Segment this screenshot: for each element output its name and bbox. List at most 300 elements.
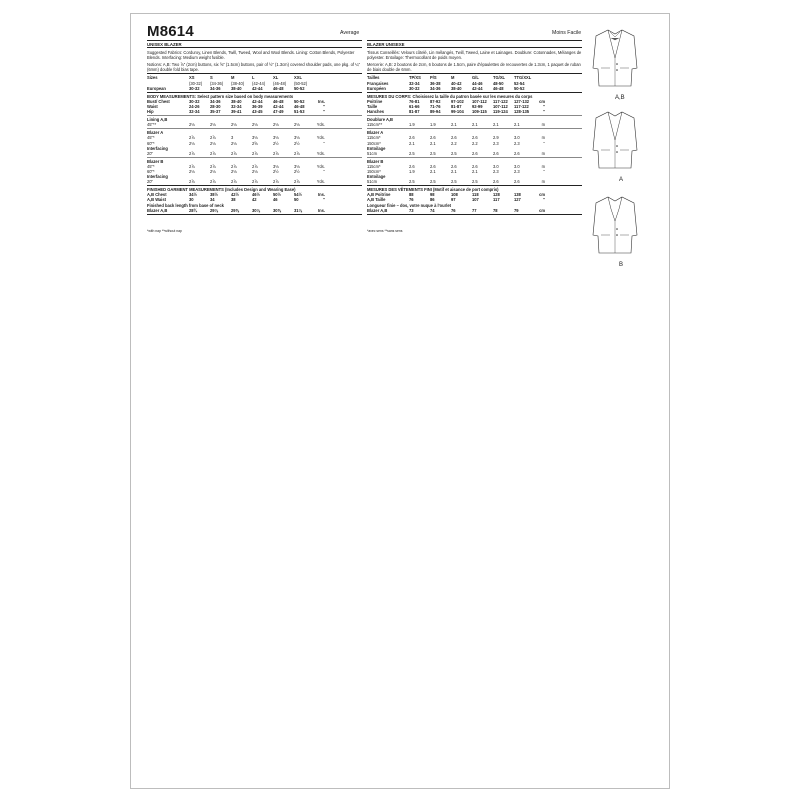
row-label: 20" [147, 150, 154, 156]
table-cell: 2.1 [430, 168, 436, 174]
table-cell: 128 [493, 192, 500, 198]
table-cell: XS [189, 75, 195, 81]
table-section-heading: BODY MEASUREMENTS: Select pattern size based on body measurements [147, 93, 294, 99]
table-cell: 52-54 [514, 80, 525, 86]
row-label: Bust/ Chest [147, 98, 170, 104]
table-cell: 108 [451, 192, 458, 198]
table-cell: 2.3 [493, 168, 499, 174]
table-cell: 2.1 [451, 168, 457, 174]
table-cell: 2⅞ [273, 150, 279, 156]
table-cell: 2⅛ [252, 168, 258, 174]
table-cell: 99-104 [451, 109, 464, 115]
table-cell: 2⅛ [273, 122, 279, 128]
table-cell: 2⅞ [231, 179, 237, 185]
table-row [367, 208, 582, 213]
table-cell: 42-44 [472, 85, 483, 91]
table-divider [147, 157, 362, 158]
table-cell: 2⅞ [210, 150, 216, 156]
table-cell: 87-92 [430, 98, 441, 104]
row-label: 115cm* [367, 163, 381, 169]
table-cell: 2⅛ [231, 140, 237, 146]
table-cell: 2.3 [514, 168, 520, 174]
table-cell: 3⅛ [294, 135, 300, 141]
table-divider [367, 157, 582, 158]
fabrics-text: Suggested Fabrics: Corduroy, Linen Blends, Twill, Tweed, Wool and Wool Blends. Lining: Cotton Blends, Polyester Blends. Interfacing: Medium weight fusible. [147, 50, 355, 61]
table-cell: TTG/XXL [514, 75, 532, 81]
unit-label: Yds. [316, 135, 325, 141]
row-label: A,B Waist [147, 197, 166, 203]
table-cell: 78 [493, 207, 498, 213]
row-label: Sizes [147, 75, 158, 81]
table-divider [147, 128, 362, 129]
table-cell: 2⅞ [273, 179, 279, 185]
row-label: 51cm [367, 150, 378, 156]
table-cell: 2.1 [409, 140, 415, 146]
table-cell: 50-52 [294, 85, 305, 91]
table-cell: 30-32 [189, 85, 200, 91]
table-row [147, 208, 362, 213]
table-cell: TP/XS [409, 75, 421, 81]
table-cell: 2⅞ [231, 163, 237, 169]
table-row [147, 86, 362, 91]
table-cell: 54½ [294, 192, 302, 198]
table-cell: 46½ [252, 192, 260, 198]
table-cell: 3⅛ [252, 135, 258, 141]
table-cell: 2.1 [514, 122, 520, 128]
table-cell: 29⅛ [210, 207, 218, 213]
table-row [367, 122, 582, 127]
unit-label: m [541, 163, 545, 169]
table-cell: 2.5 [430, 150, 436, 156]
row-label: 51cm [367, 179, 378, 185]
unit-label: cm [539, 207, 545, 213]
table-cell: 2½ [294, 168, 300, 174]
figure-label: B [619, 262, 624, 268]
row-label: Waist [147, 103, 158, 109]
table-cell: 38-40 [231, 98, 242, 104]
table-cell: 71-76 [430, 103, 441, 109]
table-section-heading: Blazer A [147, 130, 164, 136]
blazer-a-illustration [590, 110, 654, 172]
table-cell: 28¾ [189, 207, 197, 213]
section-title: BLAZER UNISEXE [367, 40, 582, 48]
table-cell: 2.1 [472, 168, 478, 174]
table-cell: G/L [472, 75, 479, 81]
table-cell: 42-44 [252, 85, 263, 91]
unit-label: Ins. [317, 98, 325, 104]
blazer-a-icon [590, 110, 640, 172]
table-cell: 48-50 [493, 80, 504, 86]
table-cell: 46-48 [273, 98, 284, 104]
unit-label: cm [539, 192, 545, 198]
table-cell: TG/XL [493, 75, 506, 81]
table-cell: 42½ [231, 192, 239, 198]
table-cell: 44-46 [472, 80, 483, 86]
table-cell: 76-81 [409, 98, 420, 104]
table-divider [367, 185, 582, 186]
table-cell: 2.6 [430, 163, 436, 169]
unit-label [315, 86, 325, 91]
unit-label: " [543, 140, 545, 146]
table-cell: (46-48) [273, 80, 287, 86]
table-cell: 38½ [210, 192, 218, 198]
table-cell: 30⅛ [252, 207, 260, 213]
table-cell: 117 [493, 197, 500, 203]
table-cell: 42-44 [273, 103, 284, 109]
table-cell: 97-102 [451, 98, 464, 104]
table-cell: 2.5 [409, 150, 415, 156]
table-cell: 2⅛ [231, 168, 237, 174]
table-cell: 2⅛ [210, 168, 216, 174]
table-cell: 107-112 [472, 98, 487, 104]
table-cell: 39-41 [231, 109, 242, 115]
table-cell: 2.5 [430, 179, 436, 185]
table-section-heading: Interfacing [147, 174, 168, 180]
table-divider [367, 115, 582, 116]
table-cell: 2⅞ [189, 179, 195, 185]
unit-label: " [543, 168, 545, 174]
table-cell: 79 [514, 207, 519, 213]
table-cell: 109-115 [472, 109, 487, 115]
row-label: 45"** [147, 122, 157, 128]
table-cell: 34-36 [210, 85, 221, 91]
row-label: Européen [367, 85, 386, 91]
french-column [367, 40, 582, 234]
row-label: 150cm* [367, 140, 381, 146]
table-cell: (42-44) [252, 80, 266, 86]
table-cell: 29⅝ [231, 207, 239, 213]
table-cell: 31⅛ [294, 207, 302, 213]
table-cell: 127-132 [514, 98, 530, 104]
table-cell: 2⅛ [231, 122, 237, 128]
table-row [367, 179, 582, 184]
table-cell: 3.0 [514, 163, 520, 169]
row-label: Blazer A,B [147, 207, 168, 213]
table-divider [147, 115, 362, 116]
table-cell: L [252, 75, 255, 81]
table-cell: 73 [409, 207, 414, 213]
table-cell: 35-37 [210, 109, 221, 115]
row-label: 60"* [147, 140, 155, 146]
table-cell: 2.2 [472, 140, 478, 146]
table-cell: 2⅝ [252, 140, 258, 146]
table-cell: 3⅛ [273, 163, 279, 169]
table-cell: 2.1 [472, 122, 478, 128]
table-cell: 2⅞ [252, 179, 258, 185]
table-cell: 2⅞ [252, 163, 258, 169]
table-cell: 2.5 [451, 150, 457, 156]
row-label: Poitrine [367, 98, 383, 104]
table-row [147, 109, 362, 114]
row-label: 60"* [147, 168, 155, 174]
table-cell: 30⅝ [273, 207, 281, 213]
table-cell: 2.6 [493, 150, 499, 156]
table-cell: 2⅞ [252, 150, 258, 156]
table-cell: 81-87 [409, 109, 420, 115]
footnote: *with nap **without nap [147, 228, 182, 233]
table-cell: 2⅞ [294, 150, 300, 156]
unit-label: " [323, 109, 325, 115]
unit-label: Ins. [317, 192, 325, 198]
table-cell: S [210, 75, 213, 81]
table-cell: XXL [294, 75, 302, 81]
table-cell: 107 [472, 197, 479, 203]
table-divider [367, 214, 582, 215]
table-cell: 40-42 [451, 80, 462, 86]
table-cell: 117-122 [493, 98, 508, 104]
table-cell: 32-34 [231, 103, 242, 109]
unit-label: m [541, 135, 545, 141]
table-cell: 43-45 [252, 109, 263, 115]
unit-label: Yds. [316, 150, 325, 156]
table-row [147, 151, 362, 156]
table-section-heading: MESURES DU CORPS: Choisissez la taille du patron basée sur les mesures du corps [367, 93, 533, 99]
unit-label [535, 86, 545, 91]
table-cell: 2⅛ [294, 122, 300, 128]
table-cell: M [231, 75, 235, 81]
table-cell: 86 [430, 197, 435, 203]
table-cell: 2.3 [514, 140, 520, 146]
table-cell: 117-122 [514, 103, 529, 109]
table-cell: 51-53 [294, 109, 305, 115]
row-label: Tailles [367, 75, 380, 81]
row-label: A,B Chest [147, 192, 167, 198]
table-cell: 2⅛ [189, 168, 195, 174]
yardage-table [147, 75, 362, 214]
table-cell: 32-34 [409, 80, 420, 86]
table-cell: 2.6 [409, 135, 415, 141]
row-label: Hip [147, 109, 154, 115]
unit-label: " [323, 197, 325, 203]
table-row [147, 179, 362, 184]
table-cell: 2.6 [409, 163, 415, 169]
table-cell: P/S [430, 75, 437, 81]
table-cell: 81-87 [451, 103, 462, 109]
table-cell: 2⅛ [189, 140, 195, 146]
table-section-heading: Entoilage [367, 174, 386, 180]
unit-label: cm [539, 98, 545, 104]
table-cell: 118 [472, 192, 479, 198]
table-divider [367, 128, 582, 129]
table-section-heading: Blazer B [367, 158, 384, 164]
table-section-heading: Finished back length from base of neck [147, 202, 224, 208]
table-cell: 2.6 [472, 135, 478, 141]
table-cell: 42-44 [252, 98, 263, 104]
table-cell: 92-99 [472, 103, 483, 109]
table-cell: 2.1 [493, 122, 499, 128]
table-cell: 3.0 [514, 135, 520, 141]
table-cell: 34½ [189, 192, 197, 198]
row-label: 20" [147, 179, 154, 185]
table-cell: 97 [451, 197, 456, 203]
table-section-heading: MESURES DES VÊTEMENTS FINI (Motif et aisance de port compris) [367, 187, 499, 193]
table-section-heading: Blazer A [367, 130, 384, 136]
table-cell: 24-26 [189, 103, 200, 109]
unit-label: " [323, 103, 325, 109]
english-column [147, 40, 362, 234]
table-cell: 2⅞ [210, 135, 216, 141]
table-cell: 2.3 [493, 140, 499, 146]
table-cell: 32-34 [189, 109, 200, 115]
table-cell: 46-48 [273, 85, 284, 91]
table-cell: 30 [189, 197, 194, 203]
row-label: 45"* [147, 163, 155, 169]
table-cell: 1.9 [409, 168, 415, 174]
unit-label: " [543, 103, 545, 109]
table-cell: 89-94 [430, 109, 441, 115]
table-cell: 30-32 [409, 85, 420, 91]
blazer-b-icon [590, 195, 640, 257]
unit-label: " [543, 109, 545, 115]
table-cell: 46-48 [493, 85, 504, 91]
table-cell: 1.9 [409, 122, 415, 128]
table-cell: (38-40) [231, 80, 245, 86]
table-cell: 34 [210, 197, 215, 203]
table-row [367, 109, 582, 114]
table-cell: 127 [514, 197, 521, 203]
notions-text: Mercerie: A,B: 2 boutons de 2cm, 6 boutons de 1.5cm, paire d'épaulettes de recouvertes de 1.3cm, 1 paquet de ruban de biais double de 6mm. [367, 62, 581, 73]
table-row [147, 122, 362, 127]
row-label: Françaises [367, 80, 389, 86]
difficulty-en: Average [340, 30, 360, 36]
row-label: Taille [367, 103, 378, 109]
table-divider [147, 185, 362, 186]
table-cell: 2.6 [514, 150, 520, 156]
table-cell: 2.5 [409, 179, 415, 185]
table-cell: 2.6 [472, 163, 478, 169]
pattern-number: M8614 [147, 23, 194, 40]
table-cell: 61-66 [409, 103, 420, 109]
table-cell: 2⅞ [189, 150, 195, 156]
table-cell: 2⅛ [189, 122, 195, 128]
table-cell: 98 [430, 192, 435, 198]
table-section-heading: Blazer B [147, 158, 164, 164]
table-cell: 2⅞ [231, 150, 237, 156]
table-cell: 138 [514, 192, 521, 198]
figure-label: A,B [615, 95, 625, 101]
table-cell: 38-40 [451, 85, 462, 91]
table-cell: 36-39 [252, 103, 263, 109]
unit-label: " [543, 197, 545, 203]
table-cell: 42 [252, 197, 257, 203]
section-title: UNISEX BLAZER [147, 40, 362, 48]
table-cell: XL [273, 75, 279, 81]
unit-label: m [541, 179, 545, 185]
table-cell: 28-30 [210, 103, 221, 109]
row-label: 115cm** [367, 122, 383, 128]
table-cell: 74 [430, 207, 435, 213]
row-label: Blazer A,B [367, 207, 388, 213]
table-cell: 2.5 [451, 179, 457, 185]
table-section-heading: Lining A,B [147, 117, 168, 123]
table-cell: 2.1 [430, 140, 436, 146]
table-divider [147, 92, 362, 93]
table-section-heading: Longueur finie – dos, votre nuque à l'ourlet [367, 202, 451, 208]
table-cell: 34-36 [210, 98, 221, 104]
table-cell: 50 [294, 197, 299, 203]
difficulty-fr: Moins Facile [552, 30, 582, 36]
table-cell: 38-40 [231, 85, 242, 91]
table-cell: 2⅛ [210, 140, 216, 146]
table-cell: 2⅞ [210, 179, 216, 185]
table-cell: 2.5 [472, 179, 478, 185]
table-cell: 2.9 [493, 135, 499, 141]
unit-label: m [541, 150, 545, 156]
table-cell: 50½ [273, 192, 281, 198]
table-cell: 3⅛ [273, 135, 279, 141]
unit-label: Yds. [316, 179, 325, 185]
table-cell: 3⅛ [294, 163, 300, 169]
yardage-table [367, 75, 582, 214]
figure-label: A [619, 177, 624, 183]
row-label: 150cm* [367, 168, 381, 174]
table-cell: 2.6 [493, 179, 499, 185]
fabrics-text: Tissus Conseillés: Velours côtelé, Lin mélangés, Twill, Tweed, Laine et Lainages. Doublure: Cotonnades, Mélanges de polyester. Entoilage: Thermocollant de poids moyen. [367, 50, 582, 61]
table-cell: 2.2 [451, 140, 457, 146]
table-cell: 50-52 [514, 85, 525, 91]
notions-text: Notions: A,B: Two ⅞" (2cm) buttons, six ⅝" (1.5cm) buttons, pair of ½" (1.3cm) covered shoulder pads, one pkg. of ¼" (6mm) double fold bias tape. [147, 62, 361, 73]
unit-label: " [323, 140, 325, 146]
table-cell: 50-52 [294, 98, 305, 104]
table-cell: 2.6 [430, 135, 436, 141]
table-divider [147, 214, 362, 215]
table-cell: 3.0 [493, 163, 499, 169]
table-cell: 2⅛ [210, 122, 216, 128]
table-row [367, 86, 582, 91]
table-section-heading: Interfacing [147, 145, 168, 151]
table-cell: 2½ [294, 140, 300, 146]
table-section-heading: FINISHED GARMENT MEASUREMENTS (Includes Design and Wearing Ease) [147, 187, 296, 193]
table-section-heading: Doublure A,B [367, 117, 394, 123]
table-cell: 2.6 [472, 150, 478, 156]
unit-label: " [323, 168, 325, 174]
table-divider [367, 92, 582, 93]
table-cell: 77 [472, 207, 477, 213]
table-cell: 34-36 [430, 85, 441, 91]
table-cell: 47-49 [273, 109, 284, 115]
blazer-front-icon [590, 28, 640, 90]
row-label: 115cm* [367, 135, 381, 141]
table-cell: 2⅞ [210, 163, 216, 169]
row-label: Hanches [367, 109, 385, 115]
table-cell: 128-135 [514, 109, 530, 115]
table-cell: 38 [231, 197, 236, 203]
table-cell: (50-52) [294, 80, 308, 86]
unit-label: Ins. [317, 207, 325, 213]
table-cell: 2.6 [514, 179, 520, 185]
table-cell: M [451, 75, 455, 81]
row-label: A,B Taille [367, 197, 386, 203]
table-cell: 3 [231, 135, 234, 141]
table-cell: (34-36) [210, 80, 224, 86]
unit-label: Yds. [316, 122, 325, 128]
table-cell: 2⅛ [252, 122, 258, 128]
table-cell: 2½ [273, 140, 279, 146]
table-cell: 2½ [273, 168, 279, 174]
unit-label: m [541, 122, 545, 128]
table-cell: 1.9 [430, 122, 436, 128]
table-cell: 36-38 [430, 80, 441, 86]
unit-label: Yds. [316, 163, 325, 169]
table-cell: 2⅞ [189, 163, 195, 169]
footnote: *avec sens **sans sens [367, 228, 403, 233]
table-cell: 76 [451, 207, 456, 213]
table-cell: 119-124 [493, 109, 508, 115]
table-cell: 2⅞ [294, 179, 300, 185]
table-cell: (30-32) [189, 80, 203, 86]
table-cell: 46-48 [294, 103, 305, 109]
table-cell: 2.6 [451, 163, 457, 169]
